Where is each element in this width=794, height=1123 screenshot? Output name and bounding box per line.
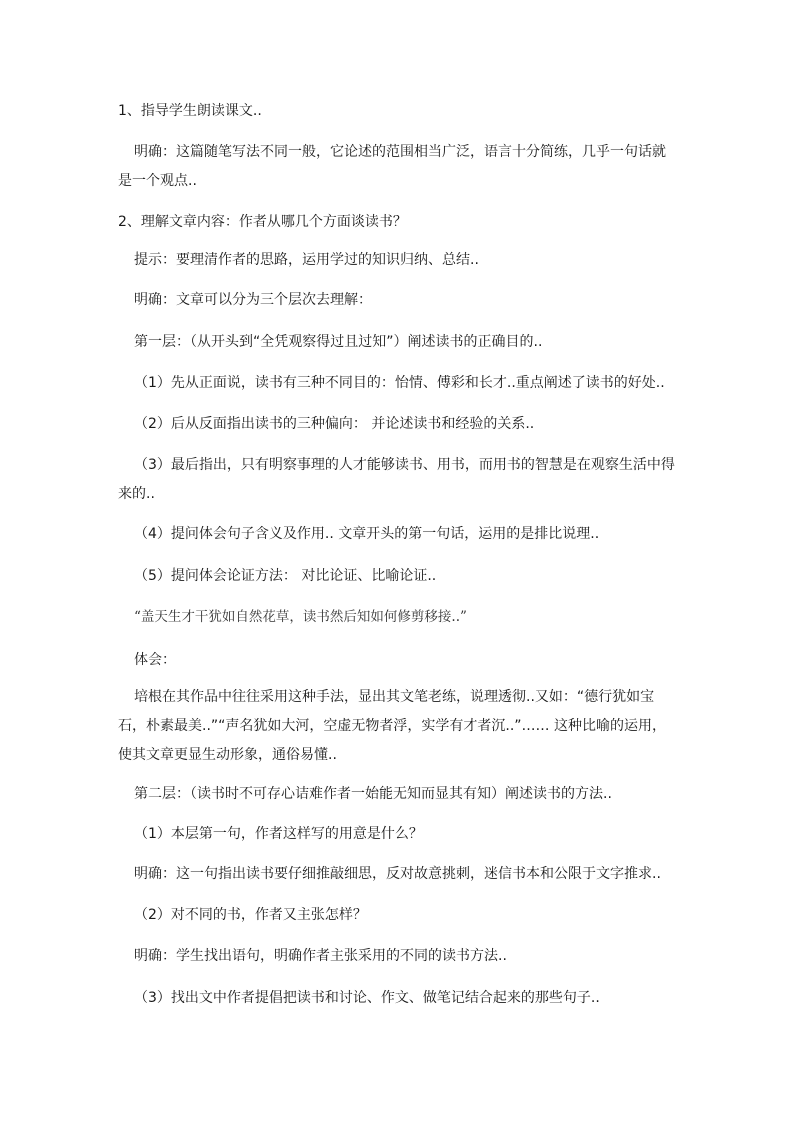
paragraph-clarify-4: 明确：学生找出语句，明确作者主张采用的不同的读书方法.. (134, 948, 507, 964)
paragraph-clarify-2: 明确：文章可以分为三个层次去理解： (134, 292, 372, 308)
paragraph-instruction-2: 2、理解文章内容：作者从哪几个方面谈读书？ (118, 214, 407, 230)
paragraph-layer-1-point-3: （3）最后指出，只有明察事理的人才能够读书、用书，而用书的智慧是在观察生活中得来的.. (118, 457, 675, 502)
paragraph-reflection-label: 体会： (134, 652, 176, 668)
paragraph-layer-1: 第一层：（从开头到“全凭观察得过且过知”）阐述读书的正确目的.. (134, 334, 543, 350)
paragraph-layer-1-point-2: （2）后从反面指出读书的三种偏向： 并论述读书和经验的关系.. (134, 416, 535, 432)
paragraph-layer-2-point-2: （2）对不同的书，作者又主张怎样？ (134, 907, 367, 923)
paragraph-instruction-1: 1、指导学生朗读课文.. (118, 103, 262, 119)
paragraph-reflection: 培根在其作品中往往采用这种手法，显出其文笔老练，说理透彻..又如：“德行犹如宝石，朴素最美..”“声名犹如大河，空虚无物者浮，实学有才者沉..”…… 这种比喻的运用，使其文章更显生动形象，通俗易懂.. (118, 689, 667, 763)
paragraph-layer-1-point-4: （4）提问体会句子含义及作用.. 文章开头的第一句话，运用的是排比说理.. (134, 526, 600, 542)
paragraph-clarify-1: 明确：这篇随笔写法不同一般，它论述的范围相当广泛，语言十分简练，几乎一句话就是一个观点.. (118, 144, 666, 189)
paragraph-hint: 提示：要理清作者的思路，运用学过的知识归纳、总结.. (134, 252, 479, 268)
paragraph-layer-2: 第二层：（读书时不可存心诘难作者一始能无知而显其有知）阐述读书的方法.. (134, 786, 612, 802)
paragraph-layer-1-point-5: （5）提问体会论证方法： 对比论证、比喻论证.. (134, 568, 437, 584)
paragraph-layer-2-point-3: （3）找出文中作者提倡把读书和讨论、作文、做笔记结合起来的那些句子.. (134, 990, 600, 1006)
paragraph-clarify-3: 明确：这一句指出读书要仔细推敲细思，反对故意挑刺，迷信书本和公限于文字推求.. (134, 866, 661, 882)
paragraph-quote: “盖天生才干犹如自然花草，读书然后知如何修剪移接..” (134, 609, 467, 625)
paragraph-layer-2-point-1: （1）本层第一句，作者这样写的用意是什么？ (134, 826, 423, 842)
paragraph-layer-1-point-1: （1）先从正面说，读书有三种不同目的：怡情、傅彩和长才..重点阐述了读书的好处.. (134, 375, 665, 391)
